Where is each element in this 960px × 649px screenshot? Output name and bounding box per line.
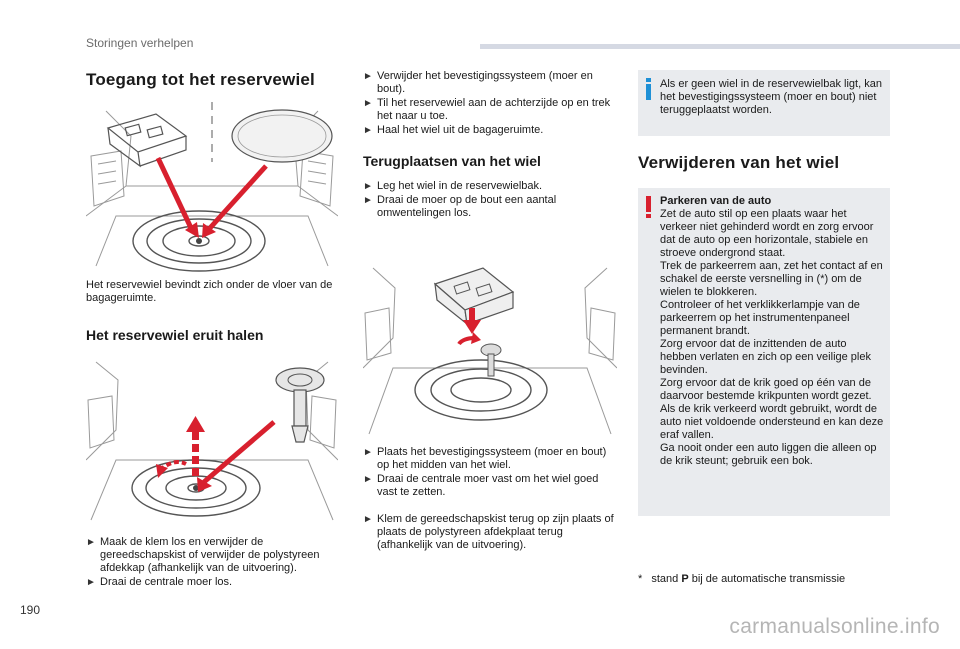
footnote-post: bij de automatische transmissie <box>688 573 846 585</box>
arrow-bullet-icon: ► <box>363 447 373 458</box>
warning-icon <box>646 196 651 218</box>
illustration-spare-wheel-access <box>86 96 338 272</box>
refit-steps <box>363 180 621 221</box>
arrow-bullet-icon: ► <box>363 195 373 206</box>
warning-box <box>638 188 890 516</box>
chapter-title: Storingen verhelpen <box>86 36 194 50</box>
footnote-pre: stand <box>651 573 682 585</box>
illustration-remove-wheel <box>86 360 338 526</box>
list-item: ► Klem de gereedschapskist terug op zijn plaats of plaats de polystyreen afdekplaat terug (afhankelijk van de uitvoering). <box>363 513 614 551</box>
warning-title: Parkeren van de auto <box>660 195 772 207</box>
remove-steps <box>86 536 342 590</box>
refit-wheel-drawing <box>363 258 617 436</box>
list-item: ► Haal het wiel uit de bagageruimte. <box>363 124 544 136</box>
list-item: ► Plaats het bevestigingssysteem (moer en bout) op het midden van het wiel. <box>363 446 607 471</box>
arrow-bullet-icon: ► <box>363 125 373 136</box>
list-item: ► Verwijder het bevestigingssysteem (moer en bout). <box>363 70 593 95</box>
section-title-remove: Het reservewiel eruit halen <box>86 327 264 343</box>
info-icon <box>646 78 651 100</box>
remove-wheel-drawing <box>86 360 338 526</box>
section-title-change-wheel: Verwijderen van het wiel <box>638 153 840 172</box>
list-item: ► Til het reservewiel aan de achterzijde op en trek het naar u toe. <box>363 97 611 122</box>
footnote-bold: P <box>681 573 689 585</box>
section-title-access: Toegang tot het reservewiel <box>86 70 315 89</box>
footnote-mark: * <box>638 573 643 585</box>
list-item: ► Maak de klem los en verwijder de gereedschapskist of verwijder de polystyreen afdekkap (afhankelijk van de uitvoering). <box>86 536 320 574</box>
warning-text: Zet de auto stil op een plaats waar het verkeer niet gehinderd wordt en zorg ervoor dat de auto op een horizontale, stabiele en stroeve ondergrond staat. Trek de parkeerrem aan, zet het contact af en schakel de eerste versnelling in (*) om de wielen te blokkeren. Controleer of het verklikkerlampje van de parkeerrem op het instrumentenpaneel permanent brandt. Zorg ervoor dat de inzittenden de auto hebben verlaten en zich op een veilige plek bevinden. Zorg ervoor dat de krik goed op één van de daarvoor bestemde krikpunten wordt gezet. Als de krik verkeerd wordt gebruikt, wordt de auto niet voldoende ondersteund en kan deze eraf vallen. Ga nooit onder een auto liggen die alleen op de krik steunt; gebruik een bok. <box>660 208 884 467</box>
page-number: 190 <box>20 603 41 617</box>
list-item: ► Leg het wiel in de reservewielbak. <box>363 180 543 192</box>
arrow-bullet-icon: ► <box>86 577 96 588</box>
spare-wheel-access-drawing <box>86 96 338 272</box>
arrow-bullet-icon: ► <box>363 98 373 109</box>
info-box <box>638 70 890 136</box>
chapter-bar <box>480 44 960 49</box>
arrow-bullet-icon: ► <box>363 514 373 525</box>
list-item: ► Draai de centrale moer vast om het wiel goed vast te zetten. <box>363 473 599 498</box>
location-text: Het reservewiel bevindt zich onder de vloer van de bagageruimte. <box>86 279 333 304</box>
steps-bottom <box>363 513 621 553</box>
steps-mid <box>363 446 621 500</box>
illustration-refit-wheel <box>363 258 617 436</box>
steps-top <box>363 70 621 138</box>
info-text: Als er geen wiel in de reservewielbak ligt, kan het bevestigingssysteem (moer en bout) niet teruggeplaatst worden. <box>660 78 882 116</box>
footnote <box>638 573 898 586</box>
arrow-bullet-icon: ► <box>363 71 373 82</box>
arrow-bullet-icon: ► <box>363 474 373 485</box>
footer-watermark: carmanualsonline.info <box>729 615 940 638</box>
section-title-refit: Terugplaatsen van het wiel <box>363 153 541 169</box>
list-item: ► Draai de centrale moer los. <box>86 576 233 588</box>
arrow-bullet-icon: ► <box>86 537 96 548</box>
arrow-bullet-icon: ► <box>363 181 373 192</box>
list-item: ► Draai de moer op de bout een aantal omwentelingen los. <box>363 194 557 219</box>
